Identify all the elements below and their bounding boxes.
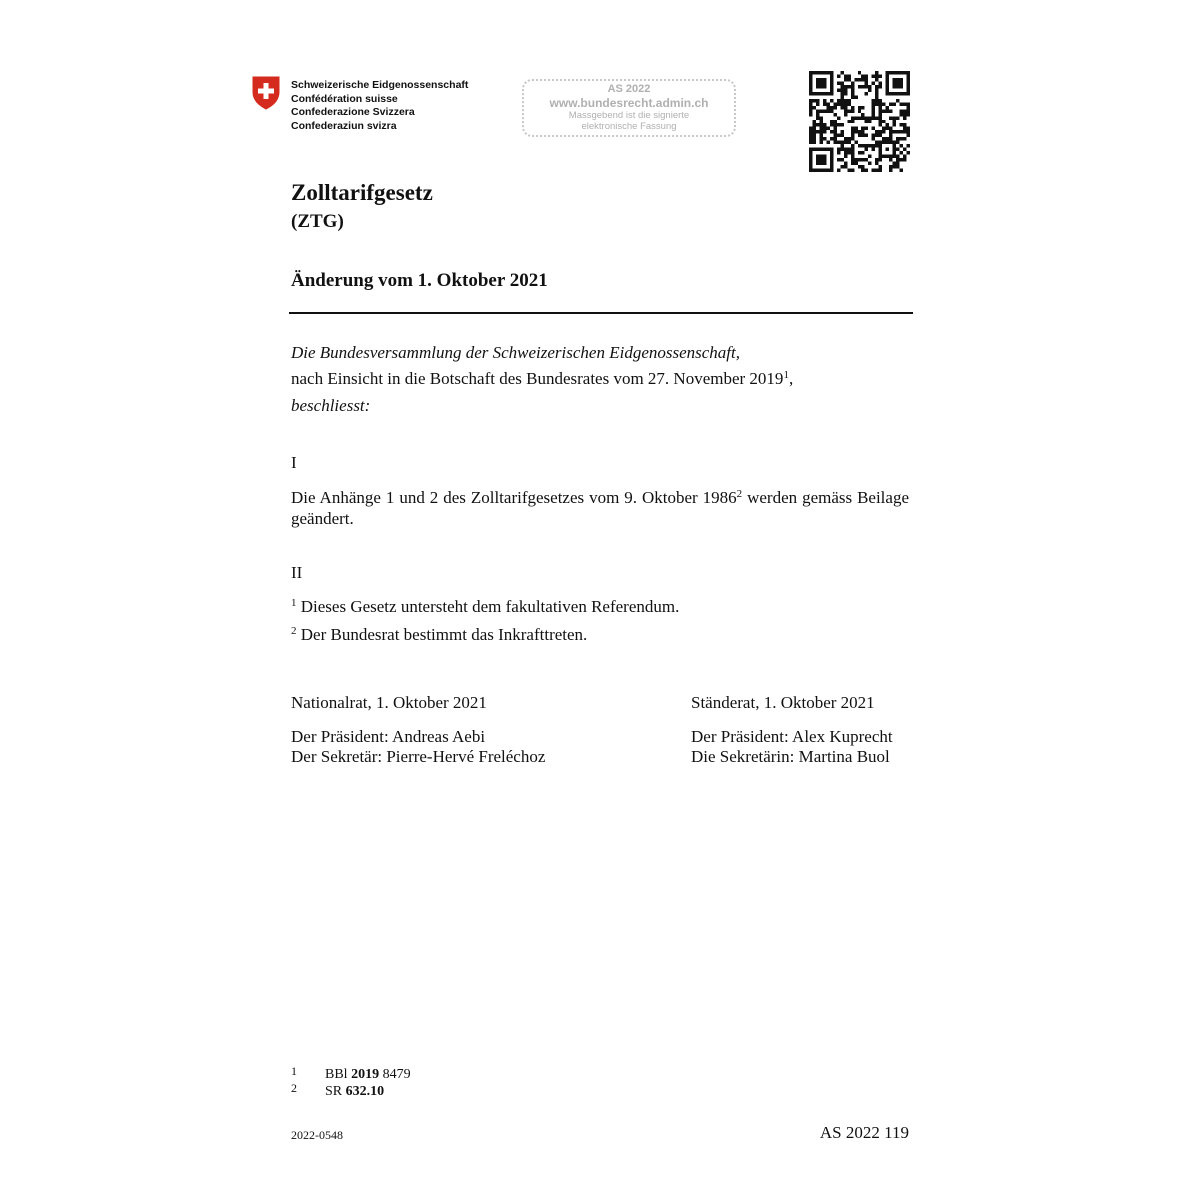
title-divider [289,312,913,314]
stamp-collection: AS 2022 [607,83,651,95]
signature-left-president: Der Präsident: Andreas Aebi [291,727,486,746]
footnote-2 [291,1080,384,1100]
preamble-reference-comma: , [788,369,794,388]
footnote-1-suffix: 8479 [379,1067,411,1082]
law-title: Zolltarifgesetz [291,180,433,205]
footnote-ref-2: 2 [736,488,743,500]
para-number-2: 2 [291,625,297,637]
preamble-resolves: beschliesst: [291,396,371,415]
federation-name-fr: Confédération suisse [291,92,398,105]
signature-right-place-date: Ständerat, 1. Oktober 2021 [691,693,875,712]
footnote-1-prefix: BBl [325,1067,352,1082]
swiss-coat-of-arms-icon [252,76,280,110]
footnote-2-bold: 632.10 [345,1084,385,1099]
signature-left-secretary: Der Sekretär: Pierre-Hervé Freléchoz [291,747,546,766]
official-collection-reference: AS 2022 119 [819,1123,909,1142]
footnote-ref-1: 1 [783,369,789,381]
section-ii-para-1 [291,597,679,617]
signature-right-president: Der Präsident: Alex Kuprecht [691,727,893,746]
section-i-text-a: Die Anhänge 1 und 2 des Zolltarifgesetzes vom 9. Oktober 1986 [291,488,737,507]
footnote-1-number: 1 [291,1064,297,1078]
section-ii-para-2 [291,625,587,645]
footnote-1-bold: 2019 [351,1067,380,1082]
stamp-note-line2: elektronische Fassung [581,121,677,132]
preamble-authority: Die Bundesversammlung der Schweizerischen Eidgenossenschaft, [291,343,740,362]
federation-name-de: Schweizerische Eidgenossenschaft [291,79,469,91]
section-i-text [291,487,909,529]
signature-right-secretary: Die Sekretärin: Martina Buol [691,747,890,766]
signature-left-place-date: Nationalrat, 1. Oktober 2021 [291,693,487,712]
preamble-reference [291,369,793,389]
footnote-2-prefix: SR [325,1084,346,1099]
amendment-date: Änderung vom 1. Oktober 2021 [291,270,548,291]
para-2-text: Der Bundesrat bestimmt das Inkrafttreten. [296,625,588,644]
section-ii-heading: II [291,563,303,582]
federation-name [291,79,468,133]
federation-name-it: Confederazione Svizzera [291,106,415,118]
federation-name-rm: Confederaziun svizra [291,119,397,132]
section-i-heading: I [291,453,297,472]
section-i-text-b: werden gemäss Beilage geändert. [291,488,909,528]
para-1-text: Dieses Gesetz untersteht dem fakultativen Referendum. [296,597,680,616]
official-publication-stamp [522,79,736,137]
qr-code-icon [809,71,910,172]
stamp-note-line1: Massgebend ist die signierte [568,110,690,121]
footnote-2-number: 2 [291,1081,297,1095]
preamble-reference-text: nach Einsicht in die Botschaft des Bundesrates vom 27. November 2019 [291,369,784,388]
law-abbreviation: (ZTG) [291,211,344,232]
document-number: 2022-0548 [291,1128,343,1142]
stamp-url: www.bundesrecht.admin.ch [549,96,709,110]
para-number-1: 1 [291,597,297,609]
